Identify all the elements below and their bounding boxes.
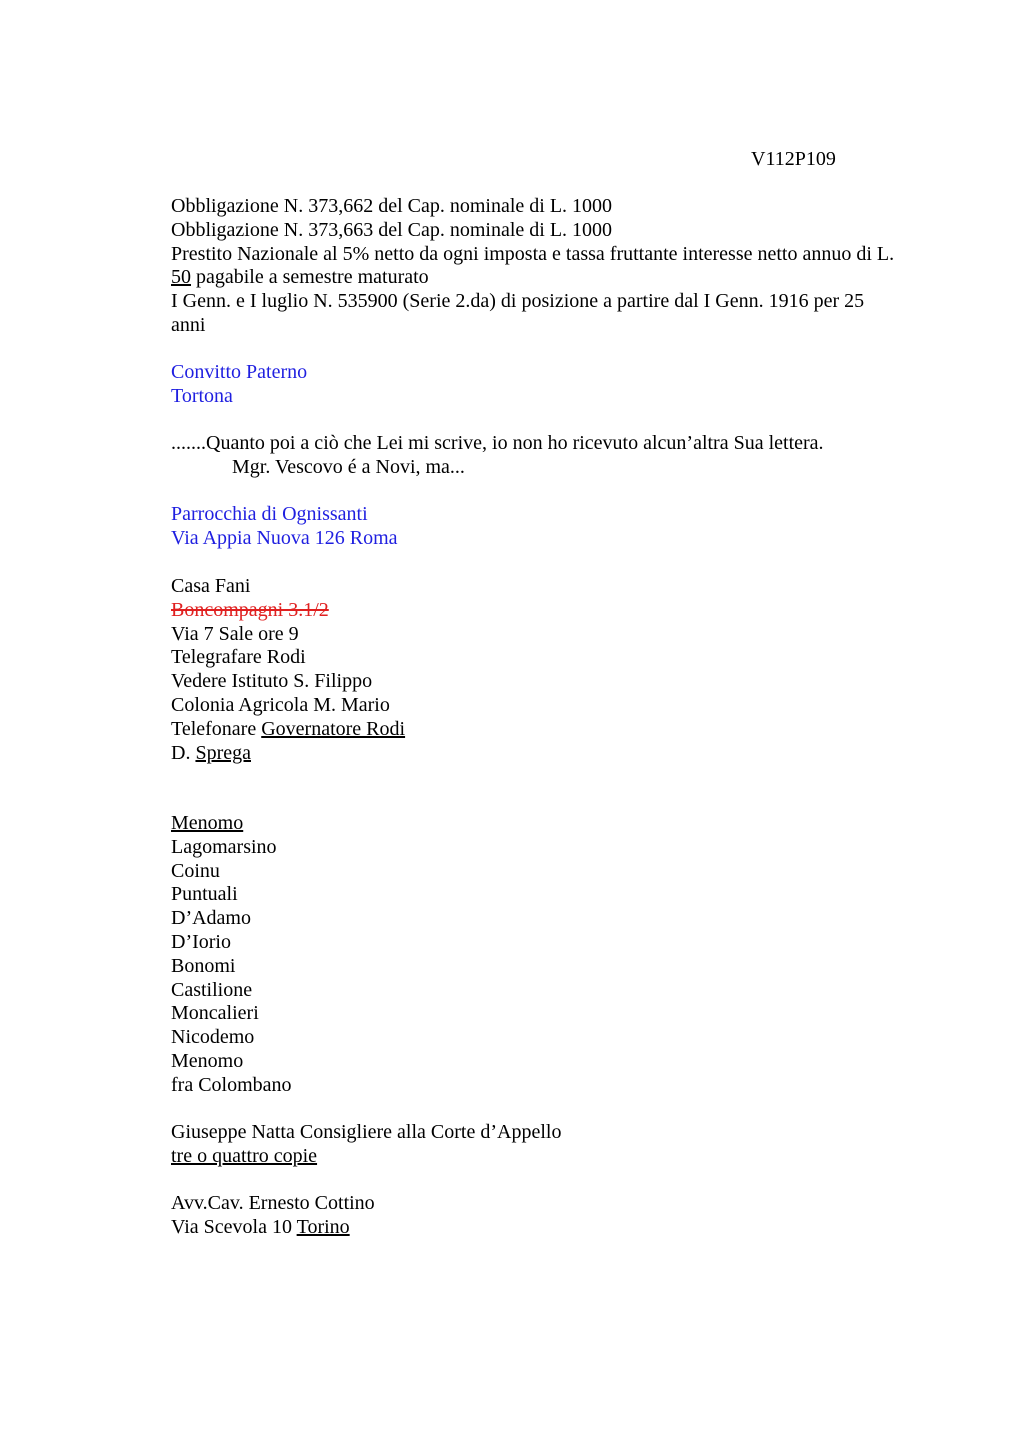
cottino-street: Via Scevola 10 [171,1215,297,1238]
convitto-city: Tortona [171,384,233,407]
bond-line-1: Obbligazione N. 373,662 del Cap. nominale di L. 1000 [171,195,613,217]
names-item: Puntuali [171,883,238,906]
names-item: Coinu [171,859,220,882]
natta-block [171,1121,931,1169]
bond-line-3: Prestito Nazionale al 5% netto da ogni imposta e tassa fruttante interesse netto annuo di L. [171,242,895,265]
cottino-block [171,1192,931,1240]
convitto-name: Convitto Paterno [171,361,308,383]
cottino-name: Avv.Cav. Ernesto Cottino [171,1192,375,1214]
note-telegrafare: Telegrafare Rodi [171,646,306,669]
excerpt-line-1: .......Quanto poi a ciò che Lei mi scrive, io non ho ricevuto alcun’altra Sua lettera. [171,432,824,454]
parrocchia-name: Parrocchia di Ognissanti [171,503,368,525]
names-item: Castilione [171,978,253,1001]
note-vedere: Vedere Istituto S. Filippo [171,670,373,693]
note-sprega: Sprega [195,741,251,764]
names-block [171,812,931,1098]
note-casa-fani: Casa Fani [171,575,251,597]
names-item: Menomo [171,1049,244,1072]
note-via-sale: Via 7 Sale ore 9 [171,622,299,645]
names-item: Moncalieri [171,1002,259,1025]
names-item: Nicodemo [171,1026,255,1049]
names-item: fra Colombano [171,1073,292,1096]
notes-block [171,575,931,765]
cottino-city: Torino [296,1215,350,1238]
bonds-block [171,195,931,338]
note-d-prefix: D. [171,741,196,764]
convitto-block [171,361,931,409]
names-item: Lagomarsino [171,835,277,858]
bond-line-6: anni [171,313,206,336]
page-reference: V112P109 [751,148,836,170]
names-item: D’Adamo [171,907,251,930]
natta-copies: tre o quattro copie [171,1144,318,1167]
note-colonia: Colonia Agricola M. Mario [171,693,390,716]
note-governatore: Governatore Rodi [261,717,406,740]
excerpt-line-2: Mgr. Vescovo é a Novi, ma... [232,455,465,478]
names-item: Bonomi [171,954,236,977]
bond-amount: 50 [171,266,191,289]
note-telefonare [171,718,931,742]
natta-title: Giuseppe Natta Consigliere alla Corte d’Appello [171,1121,562,1143]
bond-line-4-rest: pagabile a semestre maturato [191,266,429,289]
names-item: D’Iorio [171,930,231,953]
note-d-sprega [171,742,931,766]
note-boncompagni-struck: Boncompagni 3.1/2 [171,598,329,621]
bond-line-2: Obbligazione N. 373,663 del Cap. nominale di L. 1000 [171,218,613,241]
bond-line-4 [171,266,931,290]
excerpt-block [171,432,931,480]
note-telefonare-prefix: Telefonare [171,717,262,740]
names-heading: Menomo [171,812,244,834]
bond-line-5: I Genn. e I luglio N. 535900 (Serie 2.da) di posizione a partire dal I Genn. 1916 per 25 [171,290,865,313]
cottino-address [171,1216,931,1240]
parrocchia-block [171,503,931,551]
parrocchia-address: Via Appia Nuova 126 Roma [171,526,398,549]
